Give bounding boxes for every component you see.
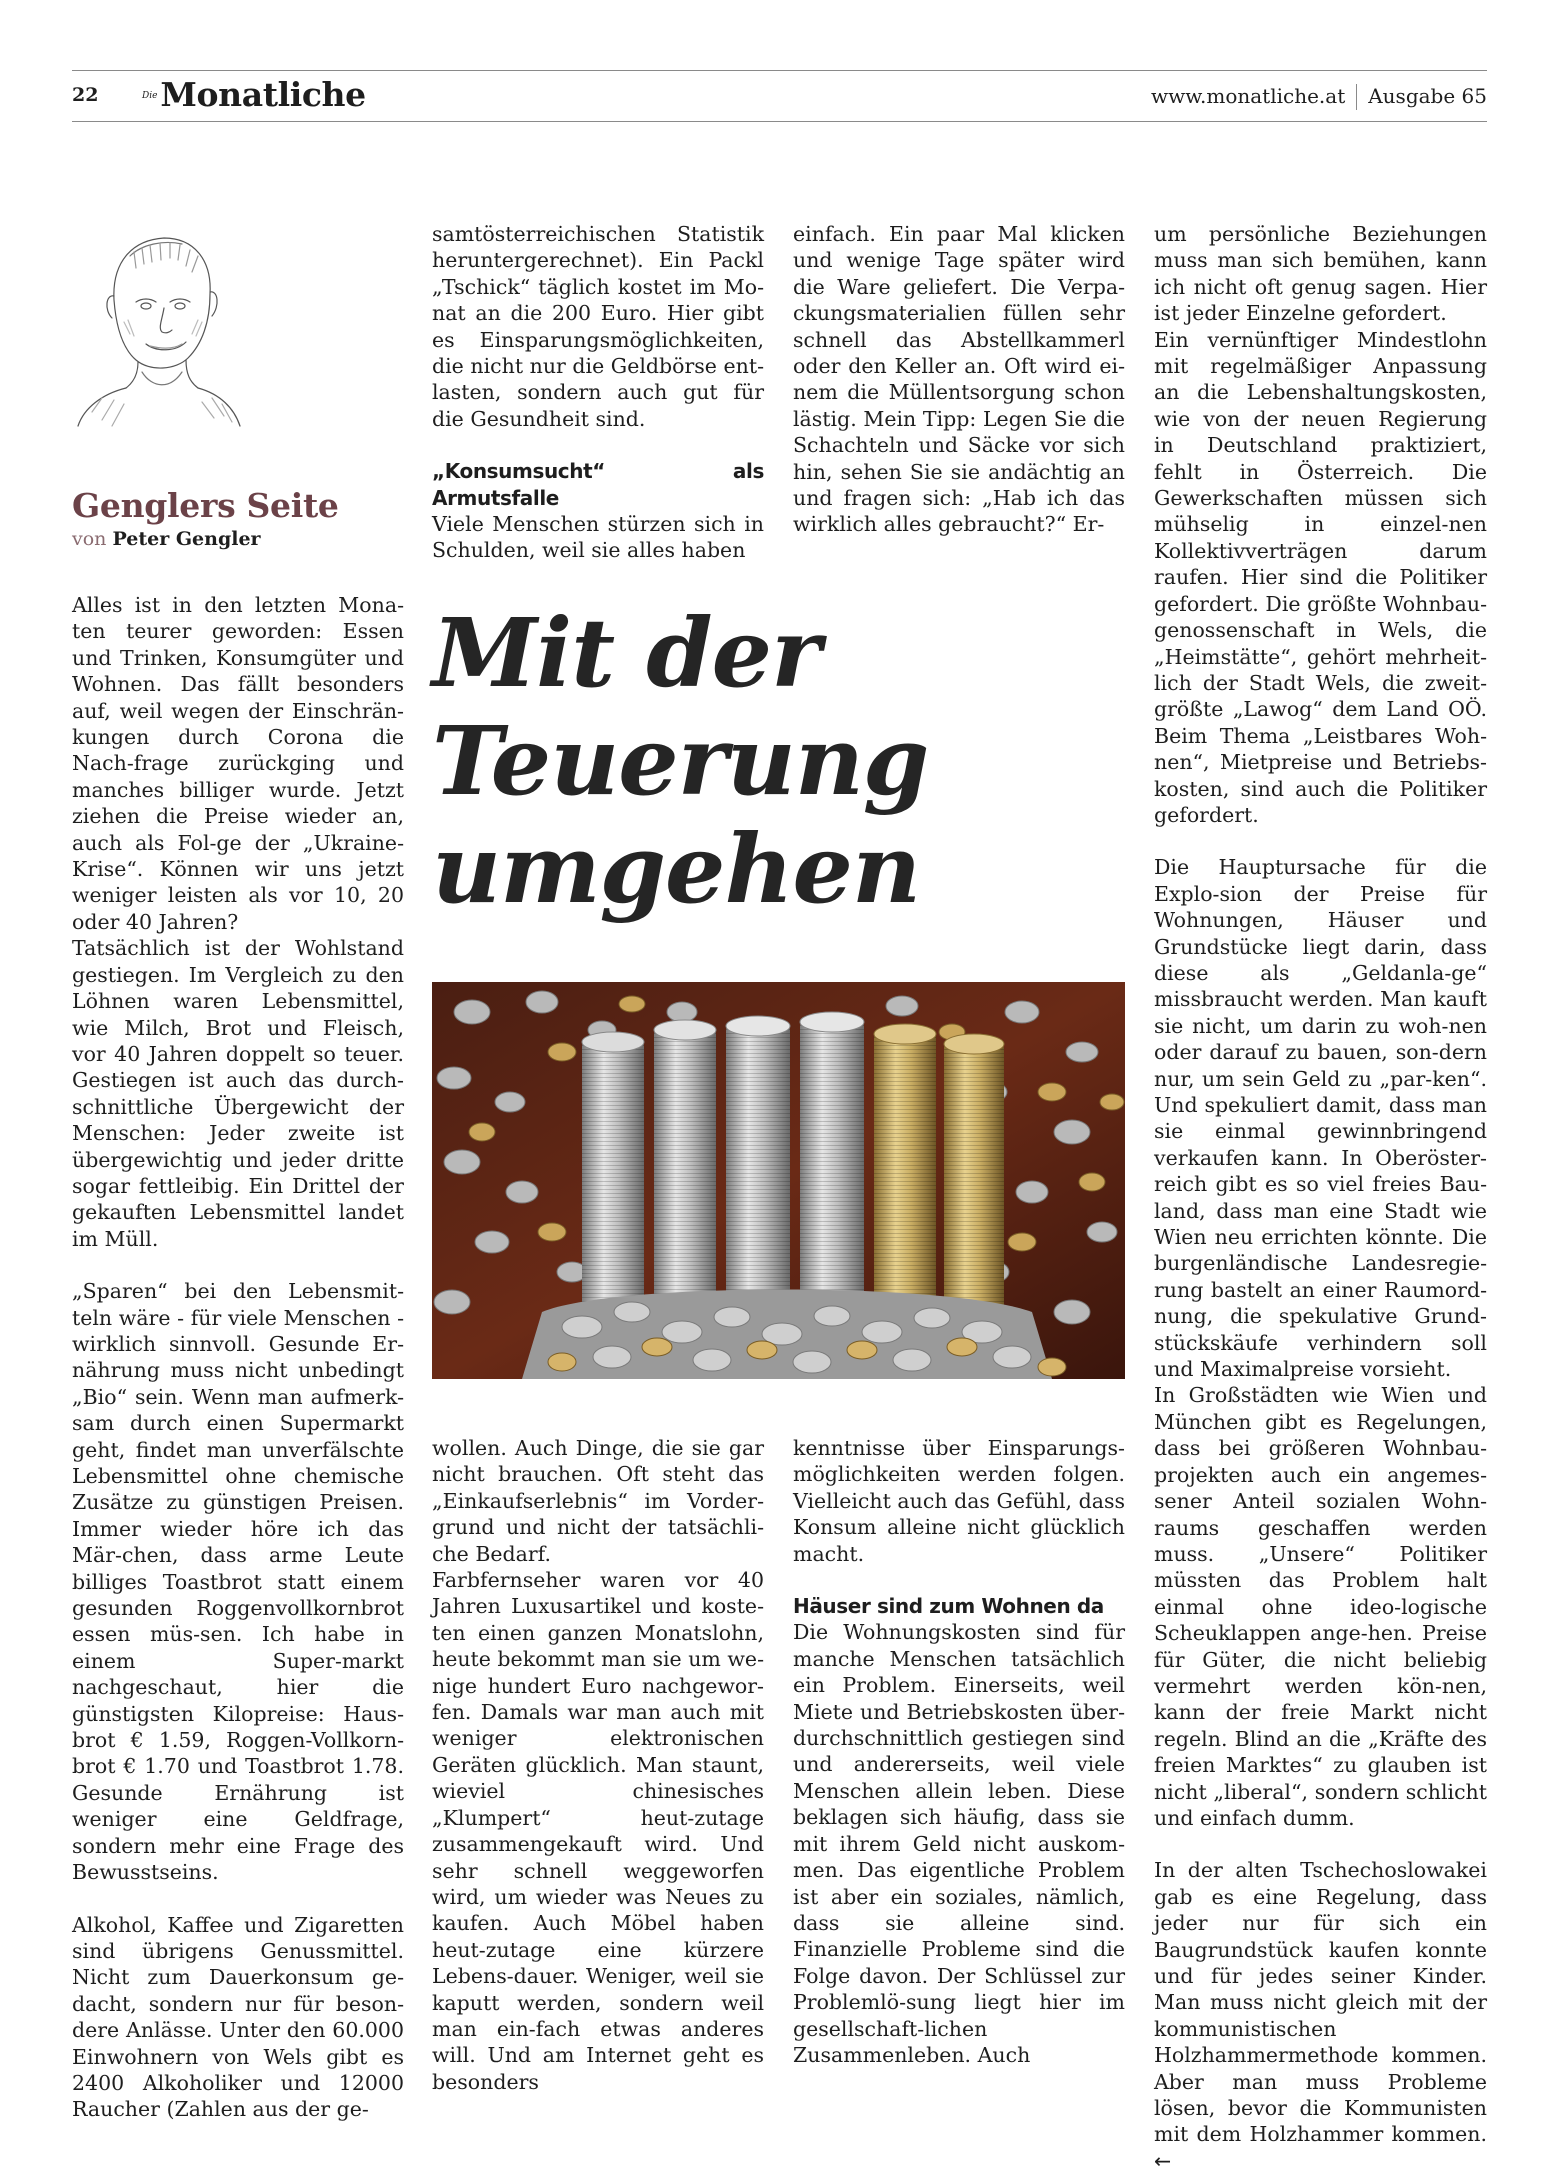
end-arrow-icon: ← <box>1154 2148 1172 2173</box>
author-portrait-sketch <box>72 222 242 427</box>
headline <box>432 600 992 924</box>
masthead-prefix: Die <box>142 91 158 101</box>
coins-photo <box>432 982 1125 1379</box>
headline-line: umgehen <box>432 814 921 925</box>
paragraph: Viele Menschen stürzen sich in Schulden, weil sie alles haben <box>432 512 764 563</box>
paragraph-final <box>1154 1857 1487 2174</box>
paragraph: In Großstädten wie Wien und München gibt es Regelungen, dass bei größeren Wohnbau-projekten auch ein angemes-sener Anteil sozialen Wohn-raums geschaffen werden muss. „Unsere“ Politiker müssten das Problem halt einmal ohne ideo-logische Scheuklappen ange-hen. Preise für Güter, die nicht beliebig vermehrt werden kön-nen, kann der freie Markt nicht regeln. Blind an die „Kräfte des freien Marktes“ zu glauben ist nicht „liberal“, sondern schlicht und einfach dumm. <box>1154 1383 1487 1830</box>
headline-line: Mit der <box>432 598 821 709</box>
article-column-3-top <box>793 221 1125 538</box>
paragraph: Ein vernünftiger Mindestlohn mit regelmäßiger Anpassung an die Lebenshaltungskosten, wie von der neuen Regierung in Deutschland praktiziert, fehlt in Österreich. Die Gewerkschaften müssen sich mühselig in einzel-nen Kollektivverträgen darum raufen. Hier sind die Politiker gefordert. Die größte Wohnbau-genossenschaft in Wels, die „Heimstätte“, gehört mehrheit-lich der Stadt Wels, die zweit-größte „Lawog“ dem Land OÖ. Beim Thema „Leistbares Woh-nen“, Mietpreise und Betriebs-kosten, sind auch die Politiker gefordert. <box>1154 327 1487 827</box>
article-column-2-top <box>432 221 764 564</box>
paragraph: Die Wohnungskosten sind für manche Menschen tatsächlich ein Problem. Einerseits, weil Miete und Betriebskosten über-durchschnittlich gestiegen sind und andererseits, weil viele Menschen allein leben. Diese beklagen sich häufig, dass sie mit ihrem Geld nicht auskom-men. Das eigentliche Problem ist aber ein soziales, nämlich, dass sie alleine sind. Finanzielle Probleme sind die Folge davon. Der Schlüssel zur Problemlö-sung liegt hier im gesellschaft-lichen Zusammenleben. Auch <box>793 1620 1125 2067</box>
article-column-2-bottom <box>432 1435 764 2095</box>
page-number: 22 <box>72 84 99 106</box>
paragraph: Alkohol, Kaffee und Zigaretten sind übrigens Genussmittel. Nicht zum Dauerkonsum ge-dacht, sondern nur für beson-dere Anlässe. Unter den 60.000 Einwohnern von Wels gibt es 2400 Alkoholiker und 12000 Raucher (Zahlen aus der ge- <box>72 1912 404 2122</box>
headline-line: Teuerung <box>432 706 929 817</box>
subheading-haeuser: Häuser sind zum Wohnen da <box>793 1594 1104 1619</box>
paragraph: kenntnisse über Einsparungs-möglichkeiten werden folgen. Vielleicht auch das Gefühl, dass Konsum alleine nicht glücklich macht. <box>793 1436 1125 1566</box>
paragraph: Die Hauptursache für die Explo-sion der Preise für Wohnungen, Häuser und Grundstücke liegt darin, dass diese als „Geldanla-ge“ missbraucht werden. Man kauft sie nicht, um darin zu woh-nen oder darauf zu bauen, son-dern nur, um sein Geld zu „par-ken“. Und spekuliert damit, dass man sie einmal gewinnbringend verkaufen kann. In Oberöster-reich gibt es so viel freies Bau-land, dass man eine Stadt wie Wien neu errichten könnte. Die burgenländische Landesregie-rung bastelt an einer Raumord-nung, die spekulative Grund-stückskäufe verhindern soll und Maximalpreise vorsieht. <box>1154 855 1487 1382</box>
subheading-konsumsucht: „Konsumsucht“ als Armutsfalle <box>432 459 764 510</box>
header-top-rule <box>72 70 1487 71</box>
paragraph: Farbfernseher waren vor 40 Jahren Luxusartikel und koste-ten einen ganzen Monatslohn, heute bekommt man sie um we-nige hundert Euro nachgewor-fen. Damals war man auch mit weniger elektronischen Geräten glücklich. Man staunt, wieviel chinesisches „Klumpert“ heut-zutage zusammengekauft wird. Und sehr schnell weggeworfen wird, um wieder was Neues zu kaufen. Auch Möbel haben heut-zutage eine kürzere Lebens-dauer. Weniger, weil sie kaputt werden, sondern weil man ein-fach etwas anderes will. Und am Internet geht es besonders <box>432 1568 764 2094</box>
paragraph: um persönliche Beziehungen muss man sich bemühen, kann ich nicht oft genug sagen. Hier ist jeder Einzelne gefordert. <box>1154 222 1487 326</box>
column-title: Genglers Seite <box>72 486 339 525</box>
paragraph: Tatsächlich ist der Wohlstand gestiegen. Im Vergleich zu den Löhnen waren Lebensmittel, wie Milch, Brot und Fleisch, vor 40 Jahren doppelt so teuer. Gestiegen ist auch das durch-schnittliche Übergewicht der Menschen: Jeder zweite ist übergewichtig und jeder dritte sogar fettleibig. Ein Drittel der gekauften Lebensmittel landet im Müll. <box>72 936 404 1251</box>
paragraph: einfach. Ein paar Mal klicken und wenige Tage später wird die Ware geliefert. Die Verpa-ckungsmaterialien füllen sehr schnell das Abstellkammerl oder den Keller an. Oft wird ei-nem die Müllentsorgung schon lästig. Mein Tipp: Legen Sie die Schachteln und Säcke vor sich hin, sehen Sie sie andächtig an und fragen sich: „Hab ich das wirklich alles gebraucht?“ Er- <box>793 222 1125 537</box>
article-column-1 <box>72 592 404 2123</box>
paragraph-text: In der alten Tschechoslowakei gab es eine Regelung, dass jeder nur für sich ein Baugrundstück kaufen konnte und für jedes seiner Kinder. Man muss nicht gleich mit der kommunistischen Holzhammermethode kommen. Aber man muss Probleme lösen, bevor die Kommunisten mit dem Holzhammer kommen. <box>1154 1858 1487 2147</box>
article-column-4 <box>1154 221 1487 2174</box>
header-separator <box>1356 84 1357 110</box>
header-bottom-rule <box>72 121 1487 122</box>
coin-pile-front <box>522 1290 1066 1380</box>
issue-number: Ausgabe 65 <box>1368 84 1487 108</box>
paragraph: wollen. Auch Dinge, die sie gar nicht brauchen. Oft steht das „Einkaufserlebnis“ im Vorder-grund und nicht der tatsächli-che Bedarf. <box>432 1436 764 1566</box>
paragraph: Alles ist in den letzten Mona-ten teurer geworden: Essen und Trinken, Konsumgüter und Wohnen. Das fällt besonders auf, weil wegen der Einschrän-kungen durch Corona die Nach-frage zurückging und manches billiger wurde. Jetzt ziehen die Preise wieder an, auch als Fol-ge der „Ukraine-Krise“. Können wir uns jetzt weniger leisten als vor 10, 20 oder 40 Jahren? <box>72 593 404 934</box>
byline <box>72 528 261 550</box>
paragraph: samtösterreichischen Statistik heruntergerechnet). Ein Packl „Tschick“ täglich kostet im Mo-nat an die 200 Euro. Hier gibt es Einsparungsmöglichkeiten, die nicht nur die Geldbörse ent-lasten, sondern auch gut für die Gesundheit sind. <box>432 222 764 431</box>
author-name: Peter Gengler <box>112 528 261 550</box>
masthead[interactable] <box>142 75 366 114</box>
masthead-logo: Monatliche <box>160 75 366 114</box>
website-link[interactable]: www.monatliche.at <box>1151 84 1346 108</box>
header-meta <box>1151 84 1487 110</box>
paragraph: „Sparen“ bei den Lebensmit-teln wäre - für viele Menschen - wirklich sinnvoll. Gesunde Er-nährung muss nicht unbedingt „Bio“ sein. Wenn man aufmerk-sam durch einen Supermarkt geht, findet man unverfälschte Lebensmittel ohne chemische Zusätze zu günstigen Preisen. Immer wieder höre ich das Mär-chen, dass arme Leute billiges Toastbrot statt einem gesunden Roggenvollkornbrot essen müs-sen. Ich habe in einem Super-markt nachgeschaut, hier die günstigsten Kilopreise: Haus-brot € 1.59, Roggen-Vollkorn-brot € 1.70 und Toastbrot 1.78. Gesunde Ernährung ist weniger eine Geldfrage, sondern mehr eine Frage des Bewusstseins. <box>72 1279 404 1885</box>
article-column-3-bottom <box>793 1435 1125 2068</box>
byline-prefix: von <box>72 528 107 550</box>
